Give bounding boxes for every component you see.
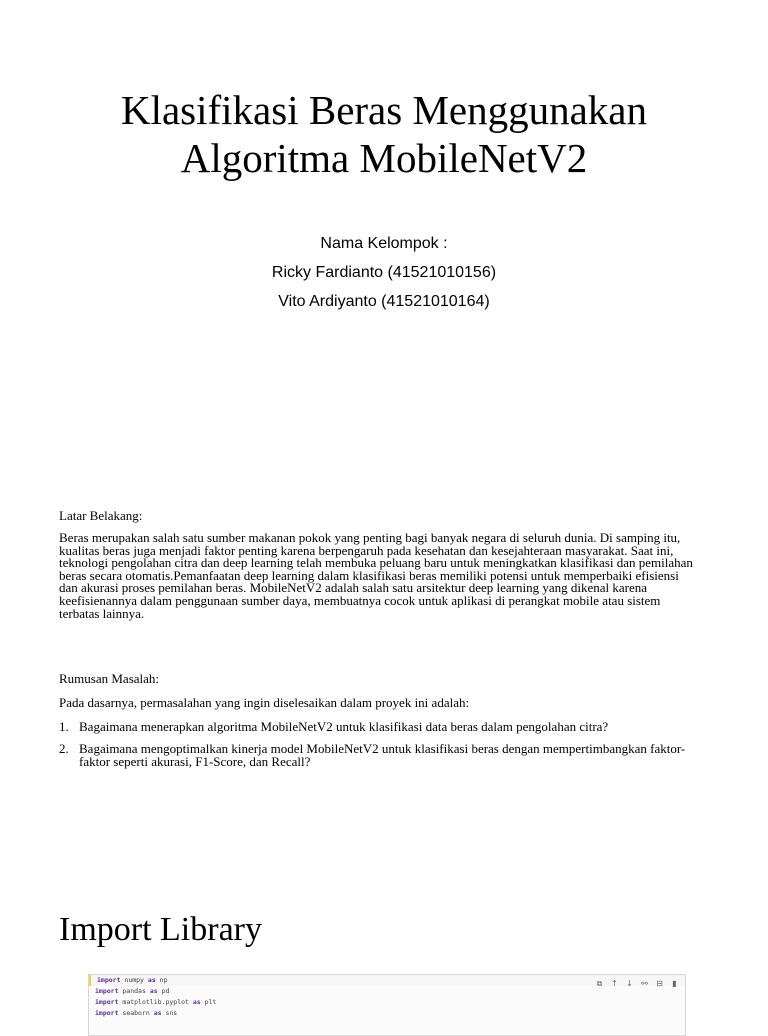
arrow-down-icon[interactable]: ↓ [626,979,633,988]
title-line-1: Klasifikasi Beras Menggunakan [120,87,648,133]
list-number: 2. [59,741,69,756]
list-text: Bagaimana menerapkan algoritma MobileNetV2 untuk klasifikasi data beras dalam pengolahan citra? [79,719,609,734]
code-line: import seaborn as sns [95,1009,178,1017]
arrow-up-icon[interactable]: ↑ [611,979,618,988]
code-cell[interactable] [88,974,686,1036]
author-2: Vito Ardiyanto (41521010164) [278,293,490,310]
title-line-2: Algoritma MobileNetV2 [180,135,588,181]
document-title [0,86,768,182]
delete-icon[interactable]: ▮ [672,979,677,988]
background-paragraph: Beras merupakan salah satu sumber makanan pokok yang penting bagi banyak negara di seluruh dunia. Di samping itu, kualitas beras juga menjadi faktor penting karena berpengaruh pada kesehatan dan kesejahteraan masyarakat. Saat ini, teknologi pengolahan citra dan deep learning telah membuka peluang baru untuk meningkatkan klasifikasi dan pemilahan beras secara otomatis.Pemanfaatan deep learning dalam klasifikasi beras memiliki potensi untuk memperbaiki efisiensi dan akurasi proses pemilahan beras. MobileNetV2 adalah salah satu arsitektur deep learning yang dikenal karena keefisienannya dalam penggunaan sumber daya, membuatnya cocok untuk aplikasi di perangkat mobile atau sistem terbatas lainnya. [59,530,693,621]
problem-item-2 [59,743,699,768]
author-1: Ricky Fardianto (41521010156) [271,264,497,281]
list-text: Bagaimana mengoptimalkan kinerja model MobileNetV2 untuk klasifikasi beras dengan mempertimbangkan faktor-faktor seperti akurasi, F1-Score, dan Recall? [79,741,686,769]
problem-item-1 [59,721,699,734]
copy-icon[interactable]: ⧉ [596,979,603,988]
link-icon[interactable]: ⚯ [641,979,648,988]
cell-toolbar [595,979,679,988]
author-block [0,229,768,316]
list-number: 1. [59,719,69,734]
code-line: import matplotlib.pyplot as plt [95,998,217,1006]
section-heading-import: Import Library [59,911,262,948]
problem-heading: Rumusan Masalah: [59,671,160,686]
comment-icon[interactable]: ⊟ [656,979,663,988]
background-heading: Latar Belakang: [59,508,143,523]
code-line: import numpy as np [89,975,685,986]
problem-intro: Pada dasarnya, permasalahan yang ingin diselesaikan dalam proyek ini adalah: [59,695,470,710]
authors-heading: Nama Kelompok : [320,235,448,252]
code-line: import pandas as pd [95,987,170,995]
